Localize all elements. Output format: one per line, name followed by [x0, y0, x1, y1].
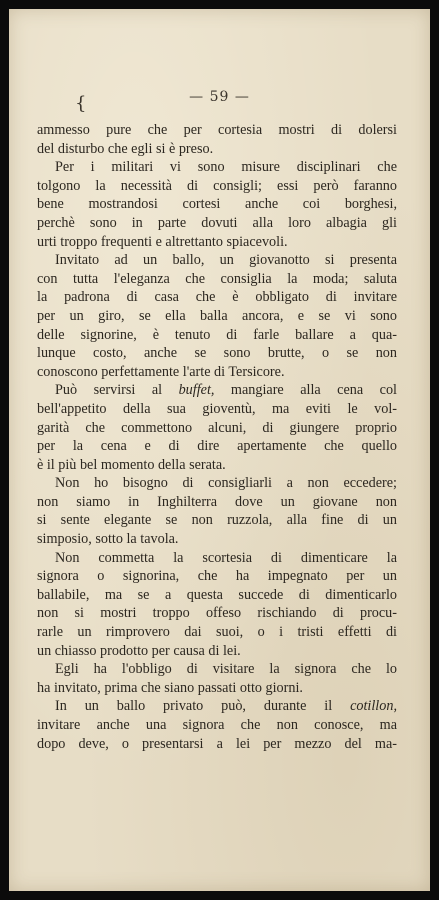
text-line: la padrona di casa che è obbligato di invitare	[37, 289, 397, 306]
text-line: Per i militari vi sono misure disciplinari che	[55, 159, 397, 176]
text-line: dopo deve, o presentarsi a lei per mezzo del ma-	[37, 735, 397, 752]
text-line: simposio, sotto la tavola.	[37, 531, 179, 548]
text-line: perchè sono in parte dovuti alla loro albagia gli	[37, 214, 397, 231]
text-line: Non ho bisogno di consigliarli a non eccedere;	[55, 475, 397, 492]
text-line: tolgono la necessità di consigli; essi però faranno	[37, 177, 397, 194]
text-segment: mangiare alla cena col	[214, 382, 397, 399]
text-line: con tutta l'eleganza che consiglia la moda; saluta	[37, 270, 397, 287]
text-line: un chiasso prodotto per causa di lei.	[37, 642, 241, 659]
text-line: lunque costo, anche se sono brutte, o se non	[37, 345, 397, 362]
text-line: non siamo in Inghilterra dove un giovane non	[37, 493, 397, 510]
text-line: bell'appetito della sua gioventù, ma eviti le vol-	[37, 400, 397, 417]
margin-mark: {	[75, 93, 87, 114]
italic-word-buffet: buffet,	[178, 382, 215, 399]
text-line	[37, 697, 397, 716]
text-line: garità che commettono alcuni, di giungere proprio	[37, 419, 397, 436]
body-text	[37, 121, 397, 753]
text-line: bene mostrandosi cortesi anche coi borghesi,	[37, 196, 397, 213]
text-line: Invitato ad un ballo, un giovanotto si presenta	[55, 252, 397, 269]
text-line: si sente elegante se non ruzzola, alla fine di un	[37, 512, 397, 529]
italic-word-cotillon: cotillon,	[350, 698, 397, 715]
page-sheet	[9, 9, 430, 891]
text-line: delle signorine, è tenuto di farle ballare a qua-	[37, 326, 397, 343]
page-number: — 59 —	[189, 89, 250, 105]
text-line: del disturbo che egli si è preso.	[37, 140, 214, 157]
text-line: conoscono perfettamente l'arte di Tersicore.	[37, 363, 285, 380]
text-line: rarle un rimprovero dai suoi, o i tristi effetti di	[37, 624, 397, 641]
text-line: urti troppo frequenti e altrettanto spiacevoli.	[37, 233, 288, 250]
text-segment: Può servirsi al	[55, 382, 179, 399]
text-line: ballabile, ma se a questa succede di dimenticarlo	[37, 586, 397, 603]
text-line: ha invitato, prima che siano passati otto giorni.	[37, 679, 303, 696]
text-line: per un giro, se ella balla ancora, e se vi sono	[37, 307, 397, 324]
text-line: ammesso pure che per cortesia mostri di dolersi	[37, 122, 397, 138]
text-line: Non commetta la scortesia di dimenticare la	[55, 549, 397, 566]
text-line: Egli ha l'obbligo di visitare la signora che lo	[55, 661, 397, 678]
text-line: è il più bel momento della serata.	[37, 456, 226, 473]
text-segment: In un ballo privato può, durante il	[55, 698, 351, 715]
text-line: non si mostri troppo offeso rischiando di procu-	[37, 605, 397, 622]
text-line	[37, 381, 397, 400]
text-line: invitare anche una signora che non conosce, ma	[37, 717, 397, 733]
text-line: signora o signorina, che ha impegnato per un	[37, 568, 397, 585]
text-line: per la cena e di dire apertamente che quello	[37, 438, 397, 455]
